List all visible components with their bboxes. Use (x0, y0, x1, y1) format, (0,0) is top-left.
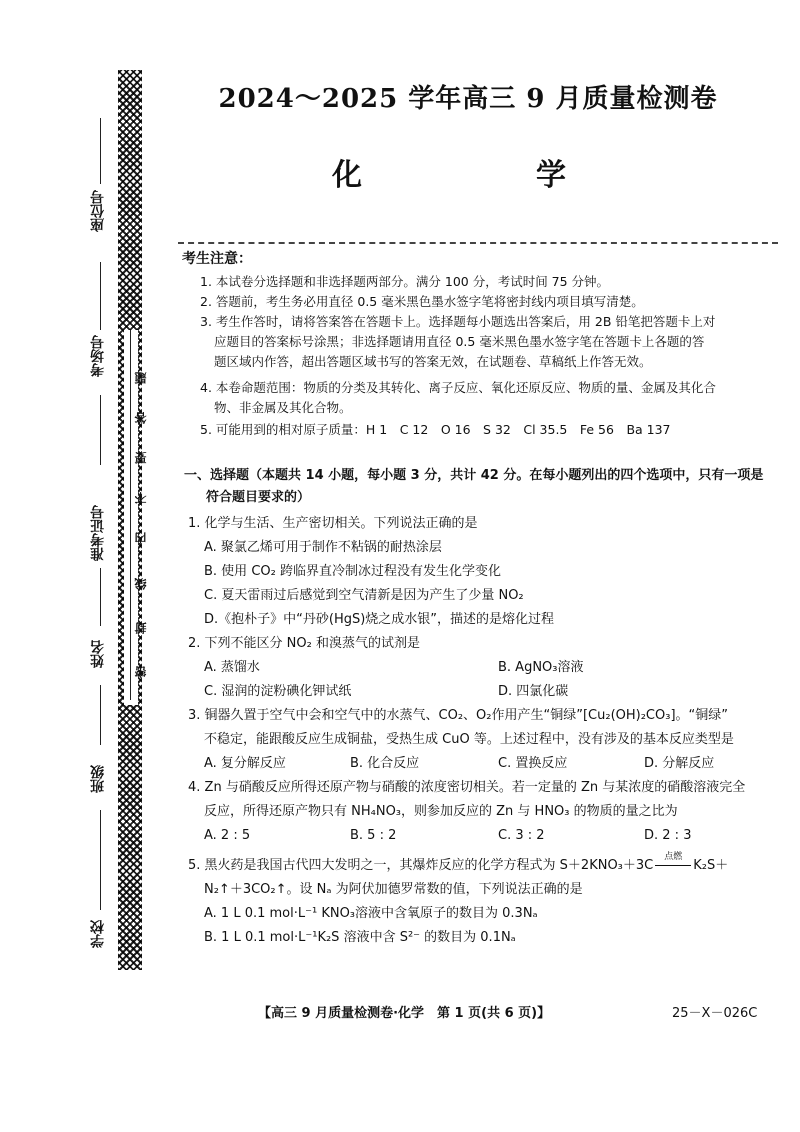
exam-room-label: 考场号 (90, 335, 106, 377)
notice-item: 应题目的答案标号涂黑；非选择题请用直径 0.5 毫米黑色墨水签字笔在答题卡上各题的答 (214, 334, 705, 349)
question-4-option-b: B. 5 : 2 (350, 828, 397, 843)
class-label: 班级 (90, 765, 106, 793)
seal-strip-gap (124, 330, 138, 705)
question-1-option-b: B. 使用 CO₂ 跨临界直冷制冰过程没有发生化学变化 (204, 564, 501, 579)
question-4-stem: 4. Zn 与硝酸反应所得还原产物与硝酸的浓度密切相关。若一定量的 Zn 与某浓度的硝酸溶液完全 (188, 780, 746, 795)
notice-item: 2. 答题前，考生务必用直径 0.5 毫米黑色墨水签字笔将密封线内项目填写清楚。 (200, 294, 644, 309)
admission-number-blank (100, 568, 101, 626)
seal-char: 线 (134, 578, 148, 590)
question-3-option-d: D. 分解反应 (644, 756, 715, 771)
question-2-stem: 2. 下列不能区分 NO₂ 和溴蒸气的试剂是 (188, 636, 420, 651)
seat-number-label: 座位号 (90, 190, 106, 232)
seal-char: 内 (134, 532, 148, 544)
question-4-stem-cont: 反应，所得还原产物只有 NH₄NO₃，则参加反应的 Zn 与 HNO₃ 的物质的量之比为 (204, 804, 678, 819)
seat-number-blank (100, 118, 101, 184)
page-footer: 【高三 9 月质量检测卷·化学 第 1 页(共 6 页)】 (258, 1006, 551, 1021)
seal-char: 密 (134, 666, 148, 678)
school-label: 学校 (90, 920, 106, 948)
notice-item: 题区域内作答，超出答题区域书写的答案无效，在试题卷、草稿纸上作答无效。 (214, 354, 652, 369)
exam-code: 25－X－026C (672, 1006, 758, 1021)
question-1-option-c: C. 夏天雷雨过后感觉到空气清新是因为产生了少量 NO₂ (204, 588, 524, 603)
question-5-stem-part1: 5. 黑火药是我国古代四大发明之一，其爆炸反应的化学方程式为 S＋2KNO₃＋3C (188, 858, 654, 873)
question-3-option-b: B. 化合反应 (350, 756, 420, 771)
admission-number-label: 准考证号 (90, 505, 106, 561)
notice-item: 物、非金属及其化合物。 (214, 400, 352, 415)
exam-room-blank (100, 262, 101, 330)
seal-char: 题 (134, 372, 148, 384)
notice-item: 1. 本试卷分选择题和非选择题两部分。满分 100 分，考试时间 75 分钟。 (200, 274, 610, 289)
exam-room-blank-lower (100, 395, 101, 465)
question-5-stem (188, 852, 729, 876)
reaction-arrow (653, 852, 693, 876)
notice-item: 4. 本卷命题范围：物质的分类及其转化、离子反应、氧化还原反应、物质的量、金属及其化合 (200, 380, 716, 395)
question-3-stem: 3. 铜器久置于空气中会和空气中的水蒸气、CO₂、O₂作用产生“铜绿”[Cu₂(OH)₂CO₃]。“铜绿” (188, 708, 728, 723)
question-2-option-b: B. AgNO₃溶液 (498, 660, 584, 675)
question-2-option-d: D. 四氯化碳 (498, 684, 569, 699)
question-4-option-a: A. 2 : 5 (204, 828, 251, 843)
question-5-option-a: A. 1 L 0.1 mol·L⁻¹ KNO₃溶液中含氧原子的数目为 0.3Nₐ (204, 906, 538, 921)
question-4-option-d: D. 2 : 3 (644, 828, 692, 843)
question-5-option-b: B. 1 L 0.1 mol·L⁻¹K₂S 溶液中含 S²⁻ 的数目为 0.1Nₐ (204, 930, 516, 945)
notice-item: 3. 考生作答时，请将答案答在答题卡上。选择题每小题选出答案后，用 2B 铅笔把答题卡上对 (200, 314, 716, 329)
class-blank (100, 810, 101, 910)
name-label: 姓名 (90, 640, 106, 668)
question-2-option-a: A. 蒸馏水 (204, 660, 260, 675)
question-1-option-d: D.《抱朴子》中“丹砂(HgS)烧之成水银”，描述的是熔化过程 (204, 612, 555, 627)
seal-char: 不 (134, 492, 148, 504)
seal-char: 答 (134, 412, 148, 424)
question-3-stem-cont: 不稳定，能跟酸反应生成铜盐，受热生成 CuO 等。上述过程中，没有涉及的基本反应类型是 (204, 732, 734, 747)
question-3-option-c: C. 置换反应 (498, 756, 568, 771)
question-3-option-a: A. 复分解反应 (204, 756, 286, 771)
seal-char: 封 (134, 622, 148, 634)
question-5-stem-cont: N₂↑＋3CO₂↑。设 Nₐ 为阿伏加德罗常数的值，下列说法正确的是 (204, 882, 583, 897)
section-heading: 一、选择题（本题共 14 小题，每小题 3 分，共计 42 分。在每小题列出的四个选项中，只有一项是 (184, 468, 764, 483)
question-4-option-c: C. 3 : 2 (498, 828, 545, 843)
subject-title: 化 学 (332, 158, 604, 193)
name-blank (100, 685, 101, 745)
exam-title: 2024～2025 学年高三 9 月质量检测卷 (218, 84, 718, 114)
seal-char: 要 (134, 452, 148, 464)
question-1-option-a: A. 聚氯乙烯可用于制作不粘锅的耐热涂层 (204, 540, 442, 555)
question-5-stem-part2: K₂S＋ (693, 858, 729, 873)
notice-title: 考生注意： (182, 251, 252, 267)
question-1-stem: 1. 化学与生活、生产密切相关。下列说法正确的是 (188, 516, 478, 531)
reaction-condition: 点燃 (664, 852, 683, 862)
section-heading-cont: 符合题目要求的） (206, 490, 311, 505)
question-2-option-c: C. 湿润的淀粉碘化钾试纸 (204, 684, 352, 699)
notice-item: 5. 可能用到的相对原子质量：H 1 C 12 O 16 S 32 Cl 35.5 Fe 56 Ba 137 (200, 422, 671, 437)
seal-line (130, 330, 131, 700)
